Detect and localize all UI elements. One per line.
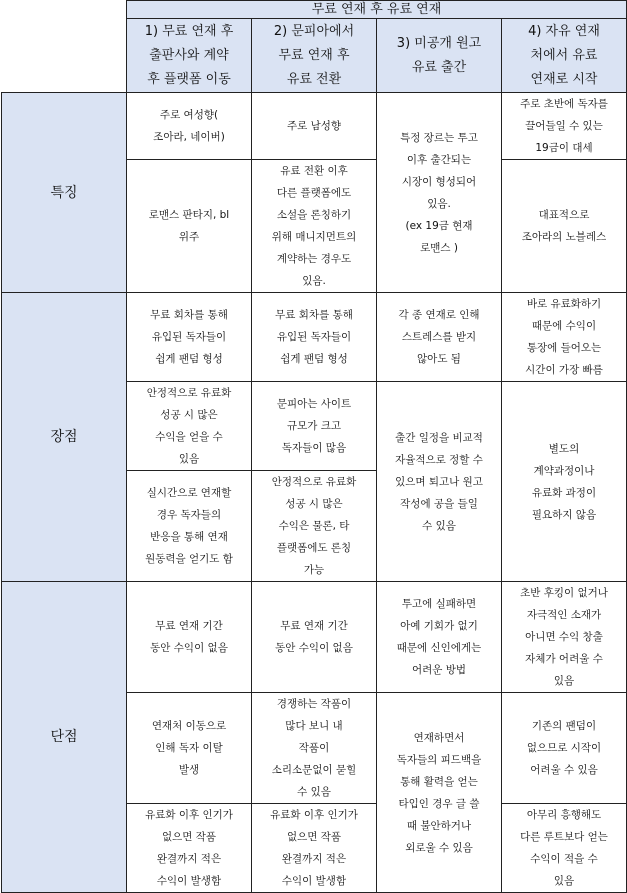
cell-line: 무료 회차를 통해 [275,309,353,321]
cell-line: 조아라, 네이버) [153,131,225,143]
cell-line: 문피아는 사이트 [276,398,352,410]
cell-line: 초반 후킹이 없거나 [520,587,608,599]
category-pros: 장점 [2,293,127,582]
corner-cell [2,1,127,93]
cell-line: 완결까지 적은 [156,853,222,865]
cell-features-c1-a [127,93,252,160]
cell-cons-c4-c [502,804,627,893]
cell-line: 성공 시 많은 [160,409,218,421]
category-features: 특징 [2,93,127,293]
cell-line: 무료 연재 기간 [280,620,348,632]
cell-line: 있음 [553,675,575,687]
cell-line: 소설을 론칭하기 [276,209,352,221]
cell-line: 경쟁하는 작품이 [276,698,352,710]
cell-line: 있음 [178,453,200,465]
cell-line: 없으므로 시작이 [526,742,602,754]
cell-pros-c1-b [127,382,252,471]
cell-line: 있으며 퇴고나 원고 [395,475,483,488]
cell-line: 작성에 공을 들일 [400,497,478,510]
cell-line: 각 종 연재로 인해 [398,309,480,321]
cell-line: 스트레스를 받지 [401,331,477,343]
cell-line: 수익이 적을 수 [530,853,598,865]
cell-cons-c2-c [252,804,377,893]
cell-line: 무료 연재 후 [278,47,350,63]
cell-pros-c3-b [377,382,502,582]
cell-line: 경우 독자들의 [156,509,222,521]
cell-pros-c3-a [377,293,502,382]
cell-line: 무료 회차를 통해 [150,309,228,321]
cell-pros-c4-a [502,293,627,382]
cell-line: 많다 보니 내 [285,720,343,732]
column-header-4 [502,19,627,93]
cell-line: 아니면 수익 창출 [525,631,603,643]
cell-line: 없으면 작품 [286,831,342,843]
cell-line: 끌어들일 수 있는 [525,120,603,132]
cell-line: 위해 매니지먼트의 [271,231,357,243]
cell-line: 시간이 가장 빠름 [525,364,603,376]
cell-features-c3 [377,93,502,293]
cell-pros-c2-b [252,382,377,471]
column-header-2 [252,19,377,93]
cell-line: 수익이 발생함 [281,875,347,887]
cell-features-c2-b [252,160,377,293]
cell-line: 주로 초반에 독자를 [520,98,608,110]
cell-line: 규모가 크고 [286,420,342,432]
cell-line: 성공 시 많은 [285,498,343,510]
cell-line: 계약하는 경우도 [276,253,352,265]
cell-line: 외로울 수 있음 [405,841,473,854]
cell-line: 쉽게 팬덤 형성 [155,353,223,365]
cell-line: 가능 [303,564,325,576]
cell-line: 동안 수익이 없음 [275,642,353,654]
cell-line: 연재처 이동으로 [151,720,227,732]
cell-line: 유입된 독자들이 [276,331,352,343]
cell-line: 쉽게 팬덤 형성 [280,353,348,365]
cell-line: 안정적으로 유료화 [271,476,357,488]
cell-line: 인해 독자 이탈 [155,742,223,754]
cell-line: 출판사와 계약 [149,47,229,63]
cell-line: 어려운 방법 [411,664,467,676]
cell-line: 원동력을 얻기도 함 [145,553,233,565]
cell-line: 수 있음 [422,519,456,532]
cell-line: 독자들의 피드백을 [396,753,482,766]
header-main: 무료 연재 후 유료 연재 [127,1,627,19]
comparison-table [1,0,627,893]
cell-line: 완결까지 적은 [281,853,347,865]
cell-cons-c1-b [127,693,252,804]
cell-pros-c1-c [127,471,252,582]
cell-line: 소리소문없이 묻힐 [271,764,357,776]
cell-pros-c1-a [127,293,252,382]
cell-line: 4) 자유 연재 [528,23,600,39]
cell-line: 수익이 발생함 [156,875,222,887]
cell-pros-c2-c [252,471,377,582]
cell-line: 반응을 통해 연재 [150,531,228,543]
cell-line: 주로 여성향( [159,109,219,121]
cell-line: 유료화 이후 인기가 [145,809,233,821]
cell-line: 있음. [427,197,451,210]
cell-line: 통해 활력을 얻는 [400,775,478,788]
cell-line: 기존의 팬덤이 [531,720,597,732]
cell-line: 아무리 흥행해도 [526,809,602,821]
cell-line: 로맨스 ) [420,241,458,254]
cell-line: 유료 전환 이후 [280,165,348,177]
column-header-3 [377,19,502,93]
cell-line: 조아라의 노블레스 [521,231,607,243]
cell-line: 투고에 실패하면 [401,598,477,610]
cell-line: 않아도 됨 [417,353,461,365]
cell-line: 때 불안하거나 [406,819,472,832]
cell-line: 처에서 유료 [530,47,598,63]
cell-line: 후 플랫폼 이동 [147,71,231,87]
cell-line: 1) 무료 연재 후 [144,23,234,39]
cell-features-c4-b [502,160,627,293]
cell-pros-c4-b [502,382,627,582]
cell-line: 자율적으로 정할 수 [395,453,483,466]
cell-line: 작품이 [298,742,330,754]
cell-line: 시장이 형성되어 [401,175,477,188]
cell-line: 계약과정이나 [533,464,595,477]
cell-line: 안정적으로 유료화 [146,387,232,399]
cell-cons-c4-b [502,693,627,804]
cell-line: (ex 19금 현재 [405,219,473,232]
cell-line: 필요하지 않음 [531,508,597,521]
cell-pros-c2-a [252,293,377,382]
cell-line: 출간 일정을 비교적 [395,431,483,444]
cell-line: 이후 출간되는 [406,153,472,166]
cell-line: 발생 [178,764,200,776]
cell-line: 유료화 이후 인기가 [270,809,358,821]
cell-cons-c1-a [127,582,252,693]
cell-line: 19금이 대세 [535,142,593,154]
cell-features-c1-b [127,160,252,293]
cell-line: 플랫폼에도 론칭 [276,542,352,554]
cell-line: 다른 플랫폼에도 [276,187,352,199]
cell-line: 연재하면서 [413,731,465,744]
cell-cons-c3-a [377,582,502,693]
cell-cons-c2-a [252,582,377,693]
cell-line: 타입인 경우 글 쓸 [398,797,480,810]
cell-cons-c3-b [377,693,502,893]
cell-cons-c1-c [127,804,252,893]
cell-line: 위주 [178,231,200,243]
cell-line: 특정 장르는 투고 [400,131,478,144]
cell-cons-c4-a [502,582,627,693]
cell-line: 3) 미공개 원고 [396,35,482,51]
column-header-1 [127,19,252,93]
cell-line: 동안 수익이 없음 [150,642,228,654]
cell-cons-c2-b [252,693,377,804]
cell-line: 없으면 작품 [161,831,217,843]
cell-line: 자체가 어려울 수 [525,653,603,665]
category-cons: 단점 [2,582,127,893]
cell-line: 아예 기회가 없기 [400,620,478,632]
cell-line: 로맨스 판타지, bl [148,209,230,221]
cell-line: 바로 유료화하기 [526,298,602,310]
cell-line: 때문에 신인에게는 [396,642,482,654]
cell-line: 주로 남성향 [286,120,342,132]
cell-line: 통장에 들어오는 [526,342,602,354]
cell-line: 자극적인 소재가 [526,609,602,621]
cell-line: 독자들이 많음 [281,442,347,454]
cell-line: 다른 루트보다 얻는 [520,831,608,843]
cell-line: 유료화 과정이 [531,486,597,499]
cell-line: 수 있음 [297,786,331,798]
cell-line: 2) 문피아에서 [273,23,355,39]
cell-line: 연재로 시작 [530,71,598,87]
cell-line: 실시간으로 연재할 [146,487,232,499]
cell-features-c2-a [252,93,377,160]
cell-line: 대표적으로 [538,209,590,221]
cell-line: 어려울 수 있음 [530,764,598,776]
cell-line: 무료 연재 기간 [155,620,223,632]
cell-line: 있음 [553,875,575,887]
cell-line: 때문에 수익이 [531,320,597,332]
cell-features-c4-a [502,93,627,160]
cell-line: 유료 출간 [411,59,467,75]
cell-line: 유입된 독자들이 [151,331,227,343]
cell-line: 유료 전환 [286,71,342,87]
cell-line: 별도의 [548,442,580,455]
cell-line: 수익을 얻을 수 [155,431,223,443]
cell-line: 있음. [302,275,326,287]
cell-line: 수익은 물론, 타 [278,520,350,532]
